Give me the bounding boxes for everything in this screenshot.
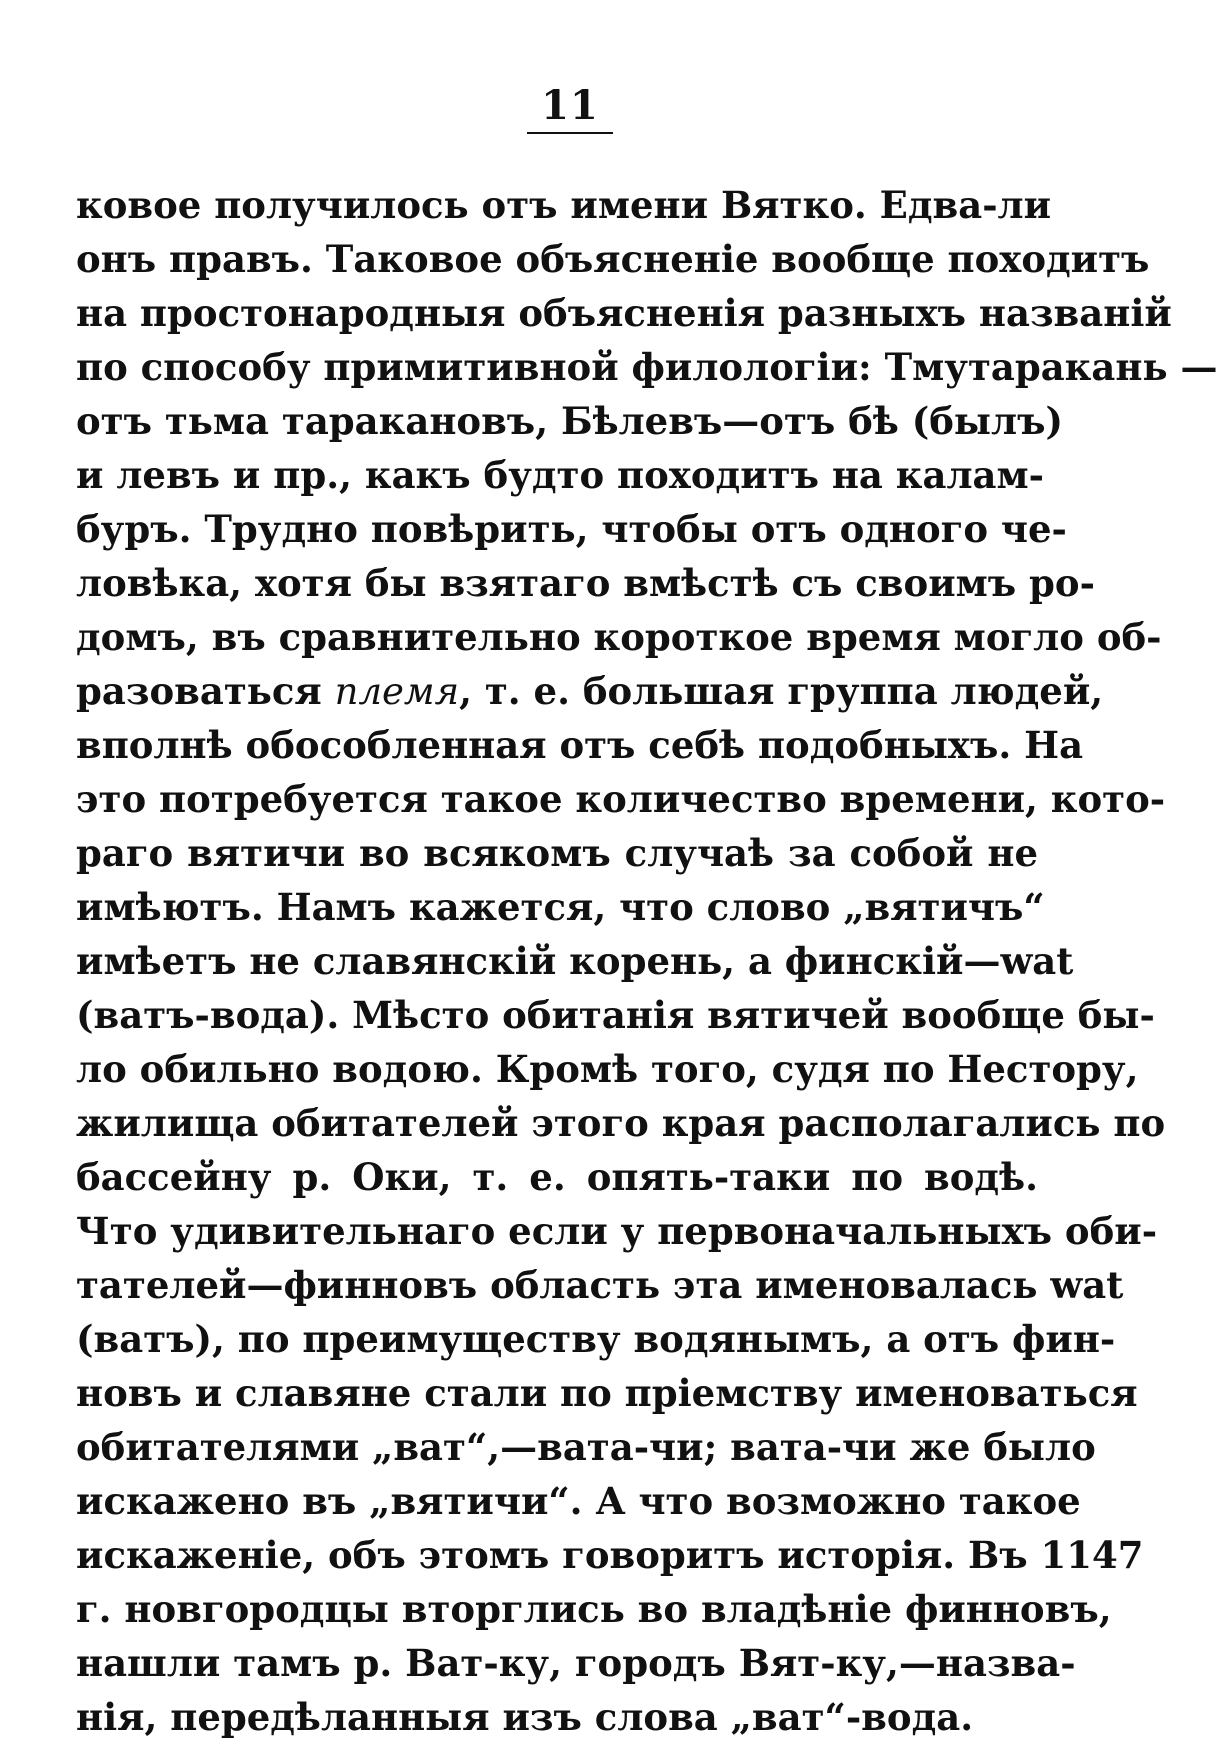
text-line: ловѣка, хотя бы взятаго вмѣстѣ съ своимъ ро- — [76, 561, 1095, 605]
text-line: обитателями „ват“,—вата-чи; вата-чи же было — [76, 1425, 1096, 1469]
text-line: вполнѣ обособленная отъ себѣ подобныхъ. На — [76, 723, 1084, 767]
text-line: и левъ и пр., какъ будто походитъ на калам- — [76, 453, 1045, 497]
text-line: жилища обитателей этого края располагались по — [76, 1101, 1166, 1145]
text-line: Что удивительнаго если у первоначальныхъ оби- — [76, 1209, 1158, 1253]
text-line: тателей—финновъ область эта именовалась wat — [76, 1263, 1124, 1307]
text-line: (ватъ), по преимуществу водянымъ, а отъ фин- — [76, 1317, 1116, 1361]
text-line: раго вятичи во всякомъ случаѣ за собой не — [76, 831, 1038, 875]
text-line: имѣетъ не славянскій корень, а финскій—wat — [76, 939, 1074, 983]
text-line: домъ, въ сравнительно короткое время могло об- — [76, 615, 1162, 659]
text-line: разоваться племя, т. е. большая группа людей, — [76, 669, 1104, 713]
text-line: имѣютъ. Намъ кажется, что слово „вятичъ“ — [76, 885, 1045, 929]
text-line: ло обильно водою. Кромѣ того, судя по Нестору, — [76, 1047, 1139, 1091]
text-line: онъ правъ. Таковое объясненіе вообще походитъ — [76, 237, 1150, 281]
page-number — [0, 82, 1140, 134]
text-line: искаженіе, объ этомъ говоритъ исторія. Въ 1147 — [76, 1533, 1144, 1577]
text-line: бассейну р. Оки, т. е. опять-таки по водѣ. — [76, 1155, 1038, 1199]
text-line: нашли тамъ р. Ват-ку, городъ Вят-ку,—назва- — [76, 1641, 1076, 1685]
text-line: на простонародныя объясненія разныхъ названій — [76, 291, 1172, 335]
text-line: искажено въ „вятичи“. А что возможно такое — [76, 1479, 1081, 1523]
text-line: нія, передѣланныя изъ слова „ват“-вода. — [76, 1695, 974, 1739]
text-line: новъ и славяне стали по пріемству именоваться — [76, 1371, 1138, 1415]
text-line: отъ тьма таракановъ, Бѣлевъ—отъ бѣ (былъ) — [76, 399, 1064, 443]
text-line: по способу примитивной филологіи: Тмутаракань — — [76, 345, 1217, 389]
body-text — [76, 178, 1217, 1744]
emphasized-word: племя — [334, 670, 460, 713]
text-line: (ватъ-вода). Мѣсто обитанія вятичей вообще бы- — [76, 993, 1155, 1037]
text-line: ковое получилось отъ имени Вятко. Едва-ли — [76, 183, 1052, 227]
text-line: буръ. Трудно повѣрить, чтобы отъ одного че- — [76, 507, 1067, 551]
text-line: г. новгородцы вторглись во владѣніе финновъ, — [76, 1587, 1112, 1631]
text-line: это потребуется такое количество времени, кото- — [76, 777, 1166, 821]
page-number-text: 11 — [527, 82, 613, 134]
